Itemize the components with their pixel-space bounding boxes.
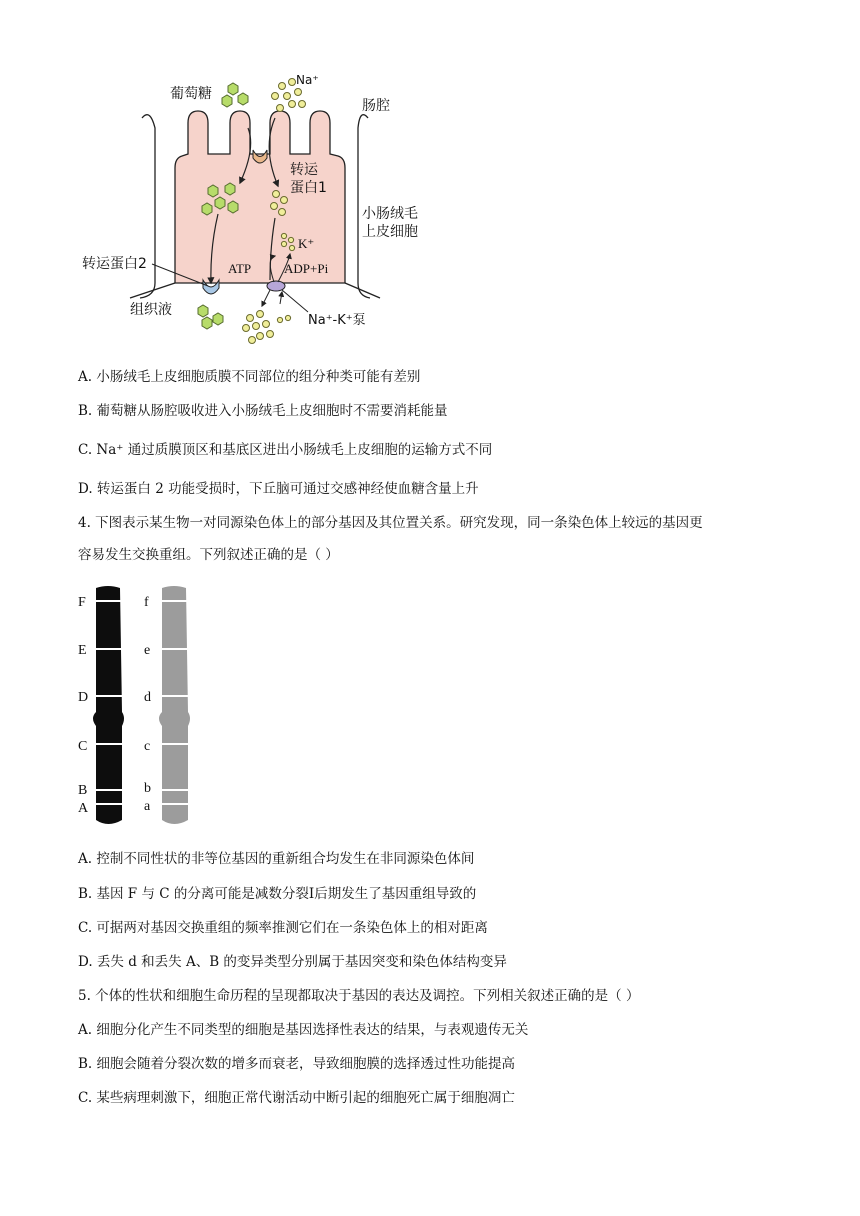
label-lumen: 肠腔	[362, 98, 390, 114]
label-cell-a: 小肠绒毛	[362, 206, 418, 222]
q4-option-b: B. 基因 F 与 C 的分离可能是减数分裂Ⅰ后期发生了基因重组导致的	[78, 886, 477, 902]
na-k-pump	[267, 281, 285, 291]
gene-label-E: E	[78, 643, 87, 658]
gene-label-C: C	[78, 739, 88, 754]
gene-label-B: B	[78, 783, 88, 798]
q5-option-a: A. 细胞分化产生不同类型的细胞是基因选择性表达的结果，与表观遗传无关	[78, 1022, 529, 1038]
label-cell-b: 上皮细胞	[362, 224, 418, 240]
q5-option-c: C. 某些病理刺激下，细胞正常代谢活动中断引起的细胞死亡属于细胞凋亡	[78, 1090, 515, 1106]
glucose-molecules-lumen	[222, 83, 248, 107]
epithelial-cell	[175, 111, 345, 283]
gene-label-c: c	[144, 739, 151, 754]
chromosome-left	[93, 586, 124, 824]
q3-option-b: B. 葡萄糖从肠腔吸收进入小肠绒毛上皮细胞时不需要消耗能量	[78, 403, 448, 419]
gene-label-A: A	[78, 801, 89, 816]
q3-option-d: D. 转运蛋白 2 功能受损时，下丘脑可通过交感神经使血糖含量上升	[78, 481, 479, 497]
gene-label-d: d	[144, 690, 151, 705]
label-k: K⁺	[298, 236, 315, 251]
chromosome-right	[159, 586, 190, 824]
label-transporter1-a: 转运	[290, 162, 318, 178]
label-transporter2: 转运蛋白2	[82, 256, 147, 272]
gene-label-D: D	[78, 690, 89, 705]
q3-option-c: C. Na⁺ 通过质膜顶区和基底区进出小肠绒毛上皮细胞的运输方式不同	[78, 442, 493, 458]
glucose-molecules-tissue	[198, 305, 223, 329]
label-glucose: 葡萄糖	[170, 86, 212, 102]
transport-diagram	[70, 68, 450, 358]
gene-label-f: f	[144, 595, 149, 610]
q3-option-a: A. 小肠绒毛上皮细胞质膜不同部位的组分种类可能有差别	[78, 369, 421, 385]
gene-label-F: F	[78, 595, 86, 610]
q5-stem: 5. 个体的性状和细胞生命历程的呈现都取决于基因的表达及调控。下列相关叙述正确的是（ ）	[78, 988, 640, 1004]
sodium-ions-tissue	[243, 311, 291, 344]
q4-option-d: D. 丢失 d 和丢失 A、B 的变异类型分别属于基因突变和染色体结构变异	[78, 954, 507, 970]
label-na: Na⁺	[296, 73, 319, 87]
gene-label-e: e	[144, 643, 151, 658]
q4-option-a: A. 控制不同性状的非等位基因的重新组合均发生在非同源染色体间	[78, 851, 475, 867]
label-transporter1-b: 蛋白1	[290, 180, 327, 196]
gene-label-a: a	[144, 799, 151, 814]
label-adp: ADP+Pi	[284, 261, 329, 276]
label-tissue-fluid: 组织液	[130, 302, 172, 318]
gene-label-b: b	[144, 781, 151, 796]
q4-stem-line2: 容易发生交换重组。下列叙述正确的是（ ）	[78, 547, 339, 563]
q4-stem-line1: 4. 下图表示某生物一对同源染色体上的部分基因及其位置关系。研究发现，同一条染色体上较远的基因更	[78, 515, 703, 531]
label-atp: ATP	[228, 261, 252, 276]
q4-option-c: C. 可据两对基因交换重组的频率推测它们在一条染色体上的相对距离	[78, 920, 488, 936]
transporter-1	[253, 150, 267, 163]
chromosome-diagram	[72, 584, 212, 829]
label-pump: Na⁺-K⁺泵	[308, 313, 366, 328]
q5-option-b: B. 细胞会随着分裂次数的增多而衰老，导致细胞膜的选择透过性功能提高	[78, 1056, 516, 1072]
